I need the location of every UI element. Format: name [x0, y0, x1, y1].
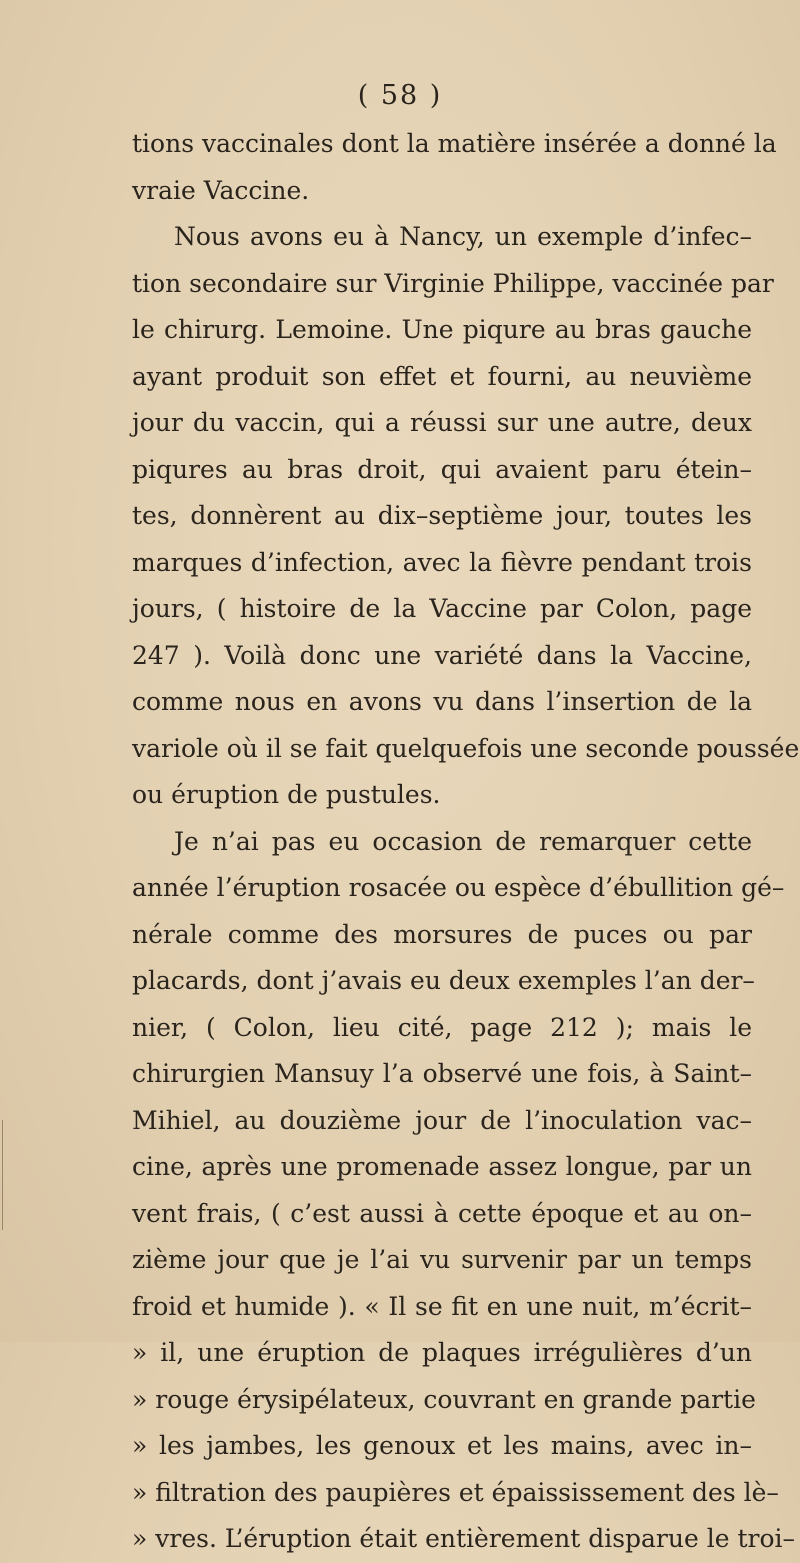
text-line: Nous avons eu à Nancy, un exemple d’infec– [174, 222, 752, 251]
text-line: » vres. L’éruption était entièrement disparue le troi– [132, 1524, 796, 1553]
page-number: ( 58 ) [357, 80, 443, 111]
text-line: tion secondaire sur Virginie Philippe, vaccinée par [132, 268, 774, 298]
text-line: jours, ( histoire de la Vaccine par Colon, page [132, 594, 752, 623]
text-line: tions vaccinales dont la matière insérée a donné la [132, 129, 777, 158]
text-line: piqures au bras droit, qui avaient paru étein– [132, 454, 752, 484]
text-line: le chirurg. Lemoine. Une piqure au bras gauche [132, 315, 752, 344]
margin-mark [2, 1120, 3, 1230]
text-line: marques d’infection, avec la fièvre pendant trois [132, 547, 752, 577]
text-line: vent frais, ( c’est aussi à cette époque et au on– [132, 1198, 752, 1228]
text-line: ou éruption de pustules. [132, 780, 441, 809]
text-line: » rouge érysipélateux, couvrant en grande partie [132, 1384, 756, 1414]
text-line: Je n’ai pas eu occasion de remarquer cette [174, 826, 752, 856]
text-line: ayant produit son effet et fourni, au neuvième [132, 361, 752, 391]
text-line: placards, dont j’avais eu deux exemples l’an der– [132, 966, 755, 995]
text-line: froid et humide ). « Il se fit en une nuit, m’écrit– [132, 1291, 752, 1321]
text-line: tes, donnèrent au dix–septième jour, toutes les [132, 501, 752, 530]
text-line: » les jambes, les genoux et les mains, avec in– [132, 1431, 752, 1460]
text-line: vraie Vaccine. [132, 175, 310, 205]
text-line: » il, une éruption de plaques irrégulières d’un [132, 1338, 752, 1367]
text-line: comme nous en avons vu dans l’insertion de la [132, 687, 752, 716]
text-line: jour du vaccin, qui a réussi sur une autre, deux [132, 408, 752, 437]
text-line: Mihiel, au douzième jour de l’inoculation vac– [132, 1105, 752, 1135]
text-line: zième jour que je l’ai vu survenir par un temps [132, 1245, 752, 1274]
text-line: variole où il se fait quelquefois une seconde poussée [132, 733, 800, 763]
text-line: » filtration des paupières et épaississement des lè– [132, 1477, 779, 1507]
text-line: nérale comme des morsures de puces ou par [132, 919, 752, 949]
text-line: nier, ( Colon, lieu cité, page 212 ); mais le [132, 1012, 752, 1042]
text-line: cine, après une promenade assez longue, par un [132, 1152, 752, 1181]
text-line: année l’éruption rosacée ou espèce d’ébullition gé– [132, 873, 785, 902]
text-line: 247 ). Voilà donc une variété dans la Vaccine, [132, 640, 752, 670]
body-text [132, 121, 800, 1563]
text-line: chirurgien Mansuy l’a observé une fois, à Saint– [132, 1059, 752, 1088]
